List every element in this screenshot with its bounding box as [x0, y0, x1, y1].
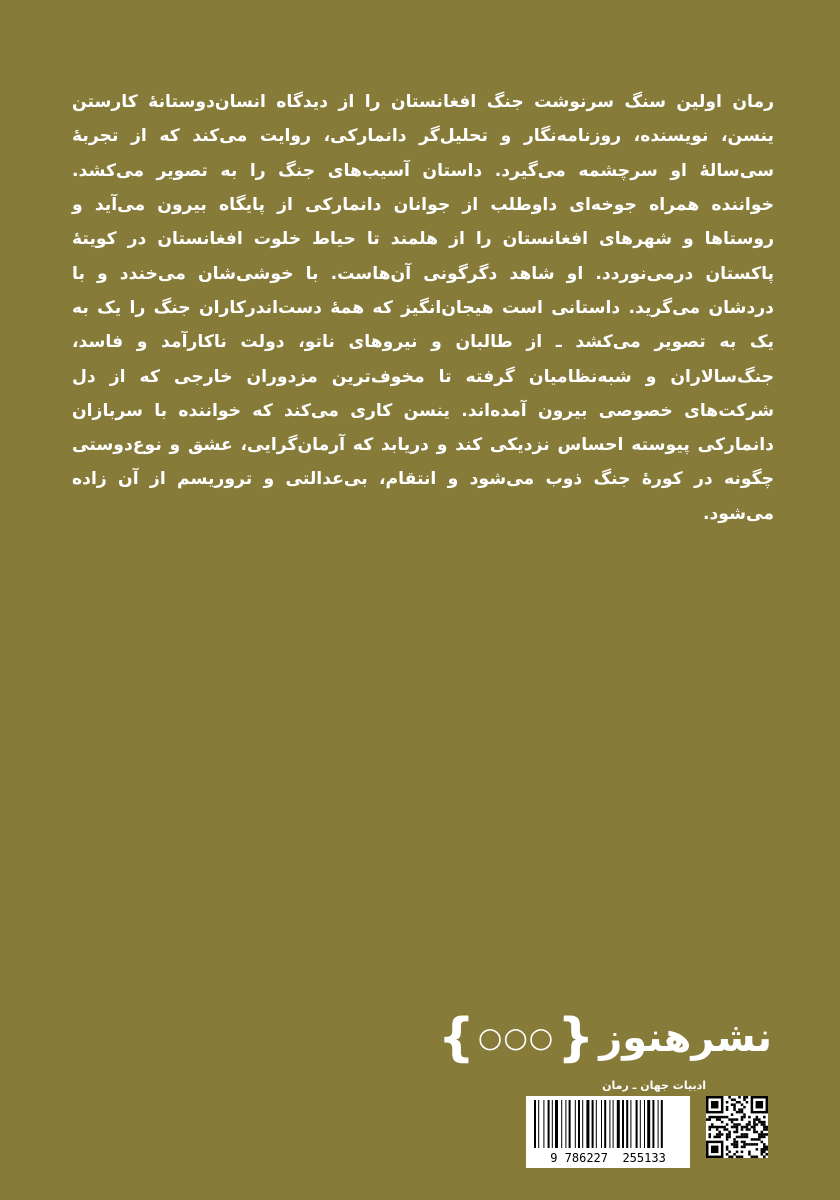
genre-label: ادبیات جهان ـ رمان — [602, 1079, 706, 1092]
book-blurb: رمان اولین سنگ سرنوشت جنگ افغانستان را از دیدگاه انسان‌دوستانهٔ کارستن ینسن، نویسنده، روزنامه‌نگار و تحلیل‌گر دانمارکی، روایت می‌کند که از تجربهٔ سی‌سالهٔ او سرچشمه می‌گیرد. داستان آسیب‌های جنگ را به تصویر می‌کشد. خواننده همراه جوخه‌ای داوطلب از جوانان دانمارکی از پایگاه بیرون می‌آید و روستاها و شهرهای افغانستان را از هلمند تا حیاط خلوت افغانستان در کویتهٔ پاکستان درمی‌نوردد. او شاهد دگرگونی آن‌هاست. با خوشی‌شان می‌خندد و با دردشان می‌گرید. داستانی است هیجان‌انگیز که همهٔ دست‌اندرکاران جنگ را یک به یک به تصویر می‌کشد ـ از طالبان و نیروهای ناتو، دولت ناکارآمد و فاسد، جنگ‌سالاران و شبه‌نظامیان گرفته تا مخوف‌ترین مزدوران خارجی که از دل شرکت‌های خصوصی بیرون آمده‌اند. ینسن کاری می‌کند که خواننده با سربازان دانمارکی پیوسته احساس نزدیکی کند و دریابد که آرمان‌گرایی، عشق و نوع‌دوستی چگونه در کورهٔ جنگ ذوب می‌شود و انتقام، بی‌عدالتی و تروریسم از آن زاده می‌شود. — [72, 92, 774, 524]
isbn-barcode — [526, 1096, 690, 1168]
barcode-icon — [526, 1096, 690, 1152]
isbn-number: 9 786227 255133 — [550, 1151, 666, 1165]
publisher-brace-close: } — [557, 1008, 595, 1068]
publisher-logo-icon — [437, 1008, 772, 1068]
publisher-brace-open: { — [437, 1008, 475, 1068]
publisher-name: نشرهنوز — [599, 1015, 772, 1061]
qr-code-icon — [706, 1096, 768, 1158]
publisher-dots: ○○○ — [477, 1021, 555, 1054]
